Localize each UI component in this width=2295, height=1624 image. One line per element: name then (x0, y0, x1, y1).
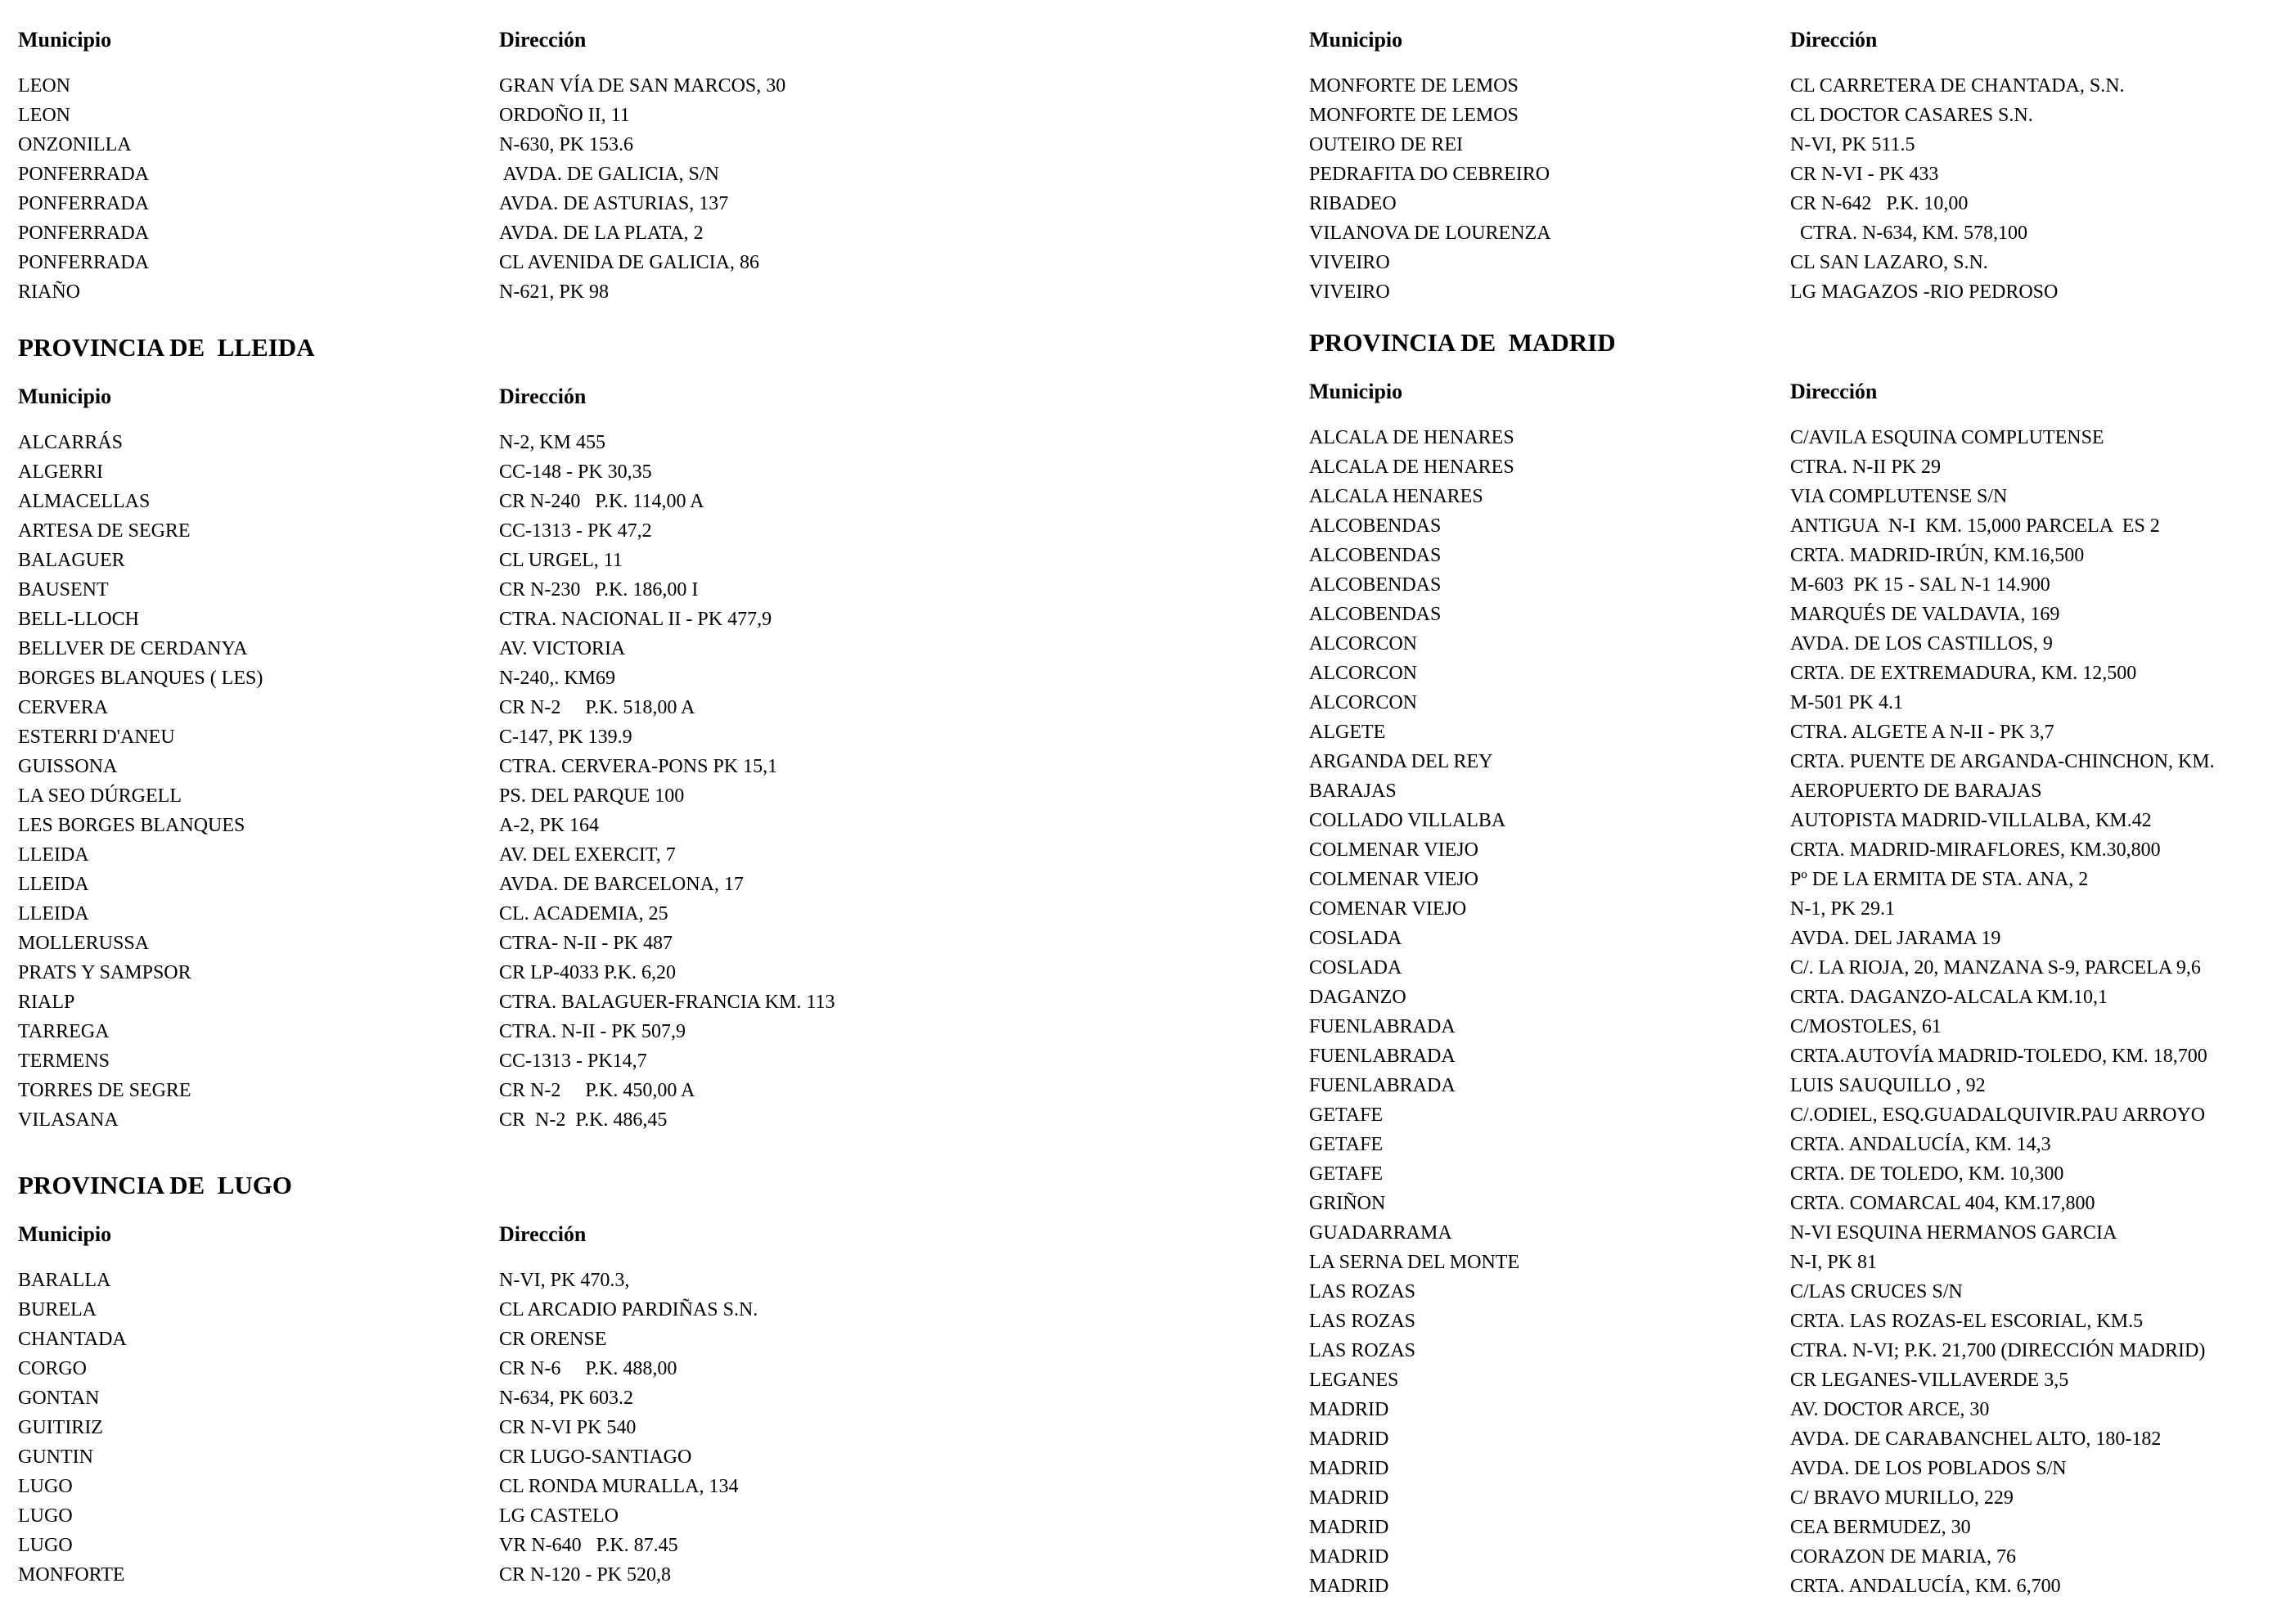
municipio-cell: MADRID (1309, 1576, 1389, 1597)
direccion-header: Dirección (1790, 28, 1878, 52)
municipio-cell: ALCORCON (1309, 633, 1418, 655)
direccion-cell: M-603 PK 15 - SAL N-1 14.900 (1790, 574, 2050, 596)
direccion-header: Dirección (1790, 380, 1878, 403)
municipio-cell: LAS ROZAS (1309, 1311, 1416, 1332)
direccion-cell: MARQUÉS DE VALDAVIA, 169 (1790, 604, 2060, 625)
direccion-cell: CRTA. MADRID-MIRAFLORES, KM.30,800 (1790, 839, 2161, 861)
address-row (1309, 1189, 2295, 1218)
address-row (18, 1383, 1147, 1413)
direccion-cell: CRTA. ANDALUCÍA, KM. 6,700 (1790, 1576, 2061, 1597)
municipio-header: Municipio (18, 385, 112, 408)
direccion-cell: CRTA. MADRID-IRÚN, KM.16,500 (1790, 545, 2085, 566)
address-list (1309, 71, 2295, 307)
direccion-cell: CR LUGO-SANTIAGO (499, 1446, 692, 1468)
municipio-cell: VILASANA (18, 1109, 119, 1131)
municipio-cell: LUGO (18, 1505, 73, 1527)
municipio-cell: MADRID (1309, 1399, 1389, 1420)
province-title-madrid: PROVINCIA DE MADRID (1309, 328, 1616, 357)
direccion-cell: C/.ODIEL, ESQ.GUADALQUIVIR.PAU ARROYO (1790, 1104, 2206, 1126)
address-row (18, 722, 1147, 752)
direccion-cell: CR N-VI PK 540 (499, 1417, 637, 1438)
municipio-cell: LLEIDA (18, 844, 89, 866)
address-row (18, 929, 1147, 958)
address-row (1309, 218, 2295, 248)
column-header (1309, 25, 2295, 55)
municipio-cell: ALGETE (1309, 722, 1386, 743)
column-header (1309, 377, 2295, 407)
municipio-cell: FUENLABRADA (1309, 1046, 1456, 1067)
direccion-cell: CTRA- N-II - PK 487 (499, 933, 673, 954)
address-row (1309, 1336, 2295, 1365)
direccion-cell: CR N-2 P.K. 518,00 A (499, 697, 695, 718)
municipio-cell: MONFORTE (18, 1564, 125, 1586)
address-row (18, 189, 1147, 218)
municipio-cell: BELLVER DE CERDANYA (18, 638, 248, 659)
address-row (1309, 511, 2295, 541)
municipio-cell: GETAFE (1309, 1104, 1384, 1126)
address-row (18, 1017, 1147, 1046)
municipio-cell: MADRID (1309, 1546, 1389, 1568)
address-row (1309, 1041, 2295, 1071)
direccion-cell: CRTA.AUTOVÍA MADRID-TOLEDO, KM. 18,700 (1790, 1046, 2207, 1067)
address-row (1309, 1513, 2295, 1542)
municipio-cell: PONFERRADA (18, 252, 150, 273)
direccion-cell: CRTA. PUENTE DE ARGANDA-CHINCHON, KM. (1790, 751, 2215, 772)
direccion-cell: CRTA. LAS ROZAS-EL ESCORIAL, KM.5 (1790, 1311, 2144, 1332)
municipio-cell: GONTAN (18, 1388, 100, 1409)
municipio-cell: ALCOBENDAS (1309, 545, 1442, 566)
address-row (18, 1501, 1147, 1531)
direccion-cell: AVDA. DEL JARAMA 19 (1790, 928, 2001, 949)
municipio-cell: ALCOBENDAS (1309, 515, 1442, 537)
municipio-cell: PRATS Y SAMPSOR (18, 962, 191, 983)
direccion-cell: CC-148 - PK 30,35 (499, 461, 652, 483)
direccion-cell: C/ BRAVO MURILLO, 229 (1790, 1487, 2014, 1509)
direccion-cell: CORAZON DE MARIA, 76 (1790, 1546, 2016, 1568)
address-row (18, 248, 1147, 277)
address-row (18, 958, 1147, 987)
municipio-cell: CHANTADA (18, 1329, 127, 1350)
direccion-cell: AUTOPISTA MADRID-VILLALBA, KM.42 (1790, 810, 2152, 831)
direccion-cell: N-2, KM 455 (499, 432, 605, 453)
municipio-cell: LUGO (18, 1535, 73, 1556)
address-row (18, 218, 1147, 248)
direccion-cell: ANTIGUA N-I KM. 15,000 PARCELA ES 2 (1790, 515, 2160, 537)
direccion-cell: CR LEGANES-VILLAVERDE 3,5 (1790, 1370, 2069, 1391)
address-row (18, 693, 1147, 722)
address-row (1309, 865, 2295, 894)
address-row (18, 428, 1147, 457)
municipio-cell: RIALP (18, 992, 75, 1013)
municipio-cell: COLMENAR VIEJO (1309, 869, 1478, 890)
address-row (1309, 452, 2295, 482)
municipio-cell: LEON (18, 75, 70, 97)
municipio-cell: ALCALA HENARES (1309, 486, 1483, 507)
address-row (1309, 629, 2295, 659)
address-row (1309, 1218, 2295, 1248)
address-row (18, 1442, 1147, 1472)
direccion-cell: AEROPUERTO DE BARAJAS (1790, 781, 2042, 802)
municipio-cell: FUENLABRADA (1309, 1016, 1456, 1037)
municipio-cell: VIVEIRO (1309, 281, 1390, 303)
address-row (18, 1076, 1147, 1105)
municipio-cell: MONFORTE DE LEMOS (1309, 105, 1519, 126)
direccion-cell: N-240,. KM69 (499, 668, 615, 689)
municipio-cell: COSLADA (1309, 957, 1402, 978)
municipio-cell: BELL-LLOCH (18, 609, 139, 630)
address-row (18, 277, 1147, 307)
direccion-cell: CR N-120 - PK 520,8 (499, 1564, 672, 1586)
municipio-cell: BARALLA (18, 1270, 111, 1291)
address-row (18, 487, 1147, 516)
direccion-cell: C-147, PK 139.9 (499, 727, 632, 748)
address-row (1309, 1365, 2295, 1395)
address-row (1309, 423, 2295, 452)
address-row (18, 634, 1147, 664)
municipio-cell: OUTEIRO DE REI (1309, 134, 1463, 155)
municipio-cell: TERMENS (18, 1050, 110, 1072)
direccion-cell: CL CARRETERA DE CHANTADA, S.N. (1790, 75, 2125, 97)
direccion-cell: AVDA. DE LOS POBLADOS S/N (1790, 1458, 2067, 1479)
municipio-cell: VILANOVA DE LOURENZA (1309, 223, 1551, 244)
municipio-cell: LLEIDA (18, 874, 89, 895)
direccion-cell: CRTA. COMARCAL 404, KM.17,800 (1790, 1193, 2095, 1214)
direccion-cell: N-I, PK 81 (1790, 1252, 1877, 1273)
address-list (18, 428, 1147, 1135)
municipio-cell: GETAFE (1309, 1134, 1384, 1155)
direccion-cell: VIA COMPLUTENSE S/N (1790, 486, 2008, 507)
direccion-cell: AVDA. DE LA PLATA, 2 (499, 223, 704, 244)
direccion-cell: CC-1313 - PK 47,2 (499, 520, 652, 542)
direccion-cell: N-VI, PK 511.5 (1790, 134, 1915, 155)
municipio-cell: ARTESA DE SEGRE (18, 520, 191, 542)
address-row (1309, 160, 2295, 189)
municipio-cell: ESTERRI D'ANEU (18, 727, 175, 748)
municipio-cell: ARGANDA DEL REY (1309, 751, 1493, 772)
address-row (1309, 277, 2295, 307)
address-row (1309, 71, 2295, 101)
direccion-cell: C/MOSTOLES, 61 (1790, 1016, 1942, 1037)
direccion-cell: CR N-6 P.K. 488,00 (499, 1358, 677, 1379)
column-header (18, 1220, 1147, 1249)
address-row (1309, 659, 2295, 688)
municipio-cell: TORRES DE SEGRE (18, 1080, 191, 1101)
municipio-cell: LA SEO DÚRGELL (18, 785, 182, 807)
address-row (1309, 806, 2295, 835)
province-title-lleida: PROVINCIA DE LLEIDA (18, 333, 315, 362)
direccion-cell: CL. ACADEMIA, 25 (499, 903, 668, 924)
right-column (1309, 0, 2295, 1601)
address-row (18, 575, 1147, 605)
address-row (1309, 747, 2295, 776)
direccion-cell: CL AVENIDA DE GALICIA, 86 (499, 252, 759, 273)
municipio-cell: GRIÑON (1309, 1193, 1386, 1214)
direccion-cell: CR N-VI - PK 433 (1790, 164, 1939, 185)
direccion-header: Dirección (499, 1222, 587, 1246)
address-row (18, 1046, 1147, 1076)
municipio-cell: ALCORCON (1309, 692, 1418, 713)
municipio-cell: MADRID (1309, 1458, 1389, 1479)
direccion-cell: N-VI, PK 470.3, (499, 1270, 630, 1291)
municipio-cell: LEGANES (1309, 1370, 1399, 1391)
direccion-cell: M-501 PK 4.1 (1790, 692, 1904, 713)
direccion-cell: CL DOCTOR CASARES S.N. (1790, 105, 2033, 126)
direccion-cell: AV. VICTORIA (499, 638, 626, 659)
municipio-cell: ALCARRÁS (18, 432, 124, 453)
municipio-cell: LEON (18, 105, 70, 126)
municipio-header: Municipio (18, 1222, 112, 1246)
address-row (18, 987, 1147, 1017)
column-header (18, 25, 1147, 55)
address-row (18, 160, 1147, 189)
address-row (1309, 1277, 2295, 1307)
direccion-cell: CTRA. ALGETE A N-II - PK 3,7 (1790, 722, 2054, 743)
direccion-cell: GRAN VÍA DE SAN MARCOS, 30 (499, 75, 786, 97)
municipio-cell: COMENAR VIEJO (1309, 898, 1467, 920)
direccion-cell: N-630, PK 153.6 (499, 134, 634, 155)
address-row (18, 1413, 1147, 1442)
address-row (18, 71, 1147, 101)
municipio-cell: MONFORTE DE LEMOS (1309, 75, 1519, 97)
direccion-cell: CTRA. NACIONAL II - PK 477,9 (499, 609, 772, 630)
direccion-cell: CR N-240 P.K. 114,00 A (499, 491, 704, 512)
address-row (1309, 189, 2295, 218)
address-row (1309, 570, 2295, 600)
direccion-cell: CR N-230 P.K. 186,00 I (499, 579, 699, 601)
municipio-cell: PONFERRADA (18, 193, 150, 214)
address-list (18, 1266, 1147, 1590)
address-row (1309, 1100, 2295, 1130)
municipio-cell: GUISSONA (18, 756, 118, 777)
direccion-cell: ORDOÑO II, 11 (499, 105, 630, 126)
municipio-cell: MADRID (1309, 1487, 1389, 1509)
address-row (1309, 953, 2295, 983)
address-row (1309, 101, 2295, 130)
address-row (18, 546, 1147, 575)
direccion-cell: CTRA. N-II PK 29 (1790, 457, 1941, 478)
address-row (1309, 1012, 2295, 1041)
direccion-header: Dirección (499, 28, 587, 52)
address-row (18, 1266, 1147, 1295)
address-row (1309, 776, 2295, 806)
municipio-cell: MADRID (1309, 1428, 1389, 1450)
direccion-cell: CTRA. N-634, KM. 578,100 (1790, 223, 2028, 244)
municipio-cell: BAUSENT (18, 579, 109, 601)
address-row (1309, 1248, 2295, 1277)
direccion-cell: CR N-642 P.K. 10,00 (1790, 193, 1969, 214)
address-row (1309, 1542, 2295, 1572)
direccion-cell: LUIS SAUQUILLO , 92 (1790, 1075, 1986, 1096)
municipio-cell: ALCORCON (1309, 663, 1418, 684)
municipio-cell: GUITIRIZ (18, 1417, 103, 1438)
direccion-cell: N-1, PK 29.1 (1790, 898, 1896, 920)
direccion-header: Dirección (499, 385, 587, 408)
direccion-cell: CR ORENSE (499, 1329, 607, 1350)
direccion-cell: C/AVILA ESQUINA COMPLUTENSE (1790, 427, 2104, 448)
direccion-cell: AVDA. DE BARCELONA, 17 (499, 874, 744, 895)
municipio-cell: CORGO (18, 1358, 88, 1379)
left-column (18, 0, 1147, 1590)
address-row (18, 1560, 1147, 1590)
address-row (18, 1295, 1147, 1325)
address-row (18, 781, 1147, 811)
direccion-cell: CRTA. ANDALUCÍA, KM. 14,3 (1790, 1134, 2051, 1155)
municipio-cell: BARAJAS (1309, 781, 1397, 802)
direccion-cell: N-634, PK 603.2 (499, 1388, 634, 1409)
direccion-cell: CTRA. CERVERA-PONS PK 15,1 (499, 756, 778, 777)
address-row (1309, 600, 2295, 629)
municipio-cell: BALAGUER (18, 550, 125, 571)
address-row (18, 899, 1147, 929)
direccion-cell: CTRA. BALAGUER-FRANCIA KM. 113 (499, 992, 835, 1013)
address-row (1309, 924, 2295, 953)
municipio-header: Municipio (1309, 28, 1403, 52)
address-row (1309, 1130, 2295, 1159)
address-row (18, 1531, 1147, 1560)
municipio-cell: ALMACELLAS (18, 491, 151, 512)
municipio-cell: ALGERRI (18, 461, 103, 483)
address-row (18, 101, 1147, 130)
address-row (1309, 1071, 2295, 1100)
address-row (1309, 1454, 2295, 1483)
municipio-cell: MOLLERUSSA (18, 933, 150, 954)
address-list (18, 71, 1147, 307)
address-row (18, 130, 1147, 160)
municipio-cell: GUADARRAMA (1309, 1222, 1452, 1244)
address-row (18, 1105, 1147, 1135)
direccion-cell: CEA BERMUDEZ, 30 (1790, 1517, 1971, 1538)
municipio-cell: FUENLABRADA (1309, 1075, 1456, 1096)
address-row (18, 811, 1147, 840)
municipio-cell: MADRID (1309, 1517, 1389, 1538)
direccion-cell: AVDA. DE ASTURIAS, 137 (499, 193, 729, 214)
direccion-cell: CL RONDA MURALLA, 134 (499, 1476, 739, 1497)
direccion-cell: CR LP-4033 P.K. 6,20 (499, 962, 677, 983)
address-row (1309, 1307, 2295, 1336)
direccion-cell: AVDA. DE CARABANCHEL ALTO, 180-182 (1790, 1428, 2162, 1450)
municipio-cell: GUNTIN (18, 1446, 93, 1468)
direccion-cell: AV. DEL EXERCIT, 7 (499, 844, 676, 866)
municipio-cell: VIVEIRO (1309, 252, 1390, 273)
municipio-cell: LAS ROZAS (1309, 1340, 1416, 1361)
municipio-cell: LUGO (18, 1476, 73, 1497)
direccion-cell: PS. DEL PARQUE 100 (499, 785, 685, 807)
address-row (1309, 1483, 2295, 1513)
direccion-cell: AVDA. DE GALICIA, S/N (499, 164, 719, 185)
municipio-cell: ALCOBENDAS (1309, 574, 1442, 596)
address-row (1309, 835, 2295, 865)
address-row (18, 664, 1147, 693)
direccion-cell: CL URGEL, 11 (499, 550, 623, 571)
municipio-cell: PONFERRADA (18, 164, 150, 185)
municipio-cell: ALCALA DE HENARES (1309, 457, 1514, 478)
direccion-cell: C/LAS CRUCES S/N (1790, 1281, 1963, 1302)
column-header (18, 382, 1147, 412)
municipio-cell: RIBADEO (1309, 193, 1397, 214)
municipio-cell: LLEIDA (18, 903, 89, 924)
direccion-cell: CL ARCADIO PARDIÑAS S.N. (499, 1299, 758, 1320)
address-row (1309, 482, 2295, 511)
address-row (18, 1325, 1147, 1354)
direccion-cell: CC-1313 - PK14,7 (499, 1050, 647, 1072)
municipio-cell: ALCALA DE HENARES (1309, 427, 1514, 448)
address-row (1309, 1424, 2295, 1454)
direccion-cell: A-2, PK 164 (499, 815, 600, 836)
direccion-cell: CTRA. N-VI; P.K. 21,700 (DIRECCIÓN MADRID) (1790, 1340, 2206, 1361)
municipio-cell: COLMENAR VIEJO (1309, 839, 1478, 861)
address-row (18, 752, 1147, 781)
province-title-lugo: PROVINCIA DE LUGO (18, 1171, 293, 1199)
address-row (1309, 248, 2295, 277)
address-list (1309, 423, 2295, 1601)
direccion-cell: CRTA. DE EXTREMADURA, KM. 12,500 (1790, 663, 2137, 684)
municipio-cell: PEDRAFITA DO CEBREIRO (1309, 164, 1550, 185)
direccion-cell: Pº DE LA ERMITA DE STA. ANA, 2 (1790, 869, 2089, 890)
address-row (18, 1354, 1147, 1383)
municipio-cell: BORGES BLANQUES ( LES) (18, 668, 263, 689)
direccion-cell: AV. DOCTOR ARCE, 30 (1790, 1399, 1990, 1420)
municipio-cell: LES BORGES BLANQUES (18, 815, 245, 836)
municipio-cell: TARREGA (18, 1021, 110, 1042)
address-row (18, 457, 1147, 487)
address-row (1309, 894, 2295, 924)
direccion-cell: CRTA. DE TOLEDO, KM. 10,300 (1790, 1163, 2064, 1185)
municipio-cell: BURELA (18, 1299, 97, 1320)
address-row (1309, 1572, 2295, 1601)
direccion-cell: LG MAGAZOS -RIO PEDROSO (1790, 281, 2059, 303)
direccion-cell: AVDA. DE LOS CASTILLOS, 9 (1790, 633, 2053, 655)
address-row (1309, 130, 2295, 160)
address-row (18, 1472, 1147, 1501)
address-row (1309, 718, 2295, 747)
address-row (18, 870, 1147, 899)
address-row (18, 840, 1147, 870)
municipio-cell: DAGANZO (1309, 987, 1406, 1008)
municipio-header: Municipio (1309, 380, 1403, 403)
municipio-cell: COLLADO VILLALBA (1309, 810, 1506, 831)
direccion-cell: VR N-640 P.K. 87.45 (499, 1535, 678, 1556)
address-row (1309, 541, 2295, 570)
address-row (1309, 983, 2295, 1012)
direccion-cell: LG CASTELO (499, 1505, 619, 1527)
municipio-cell: PONFERRADA (18, 223, 150, 244)
municipio-header: Municipio (18, 28, 112, 52)
direccion-cell: CRTA. DAGANZO-ALCALA KM.10,1 (1790, 987, 2108, 1008)
municipio-cell: GETAFE (1309, 1163, 1384, 1185)
direccion-cell: CR N-2 P.K. 486,45 (499, 1109, 668, 1131)
municipio-cell: LA SERNA DEL MONTE (1309, 1252, 1520, 1273)
direccion-cell: N-621, PK 98 (499, 281, 610, 303)
municipio-cell: ALCOBENDAS (1309, 604, 1442, 625)
address-row (18, 516, 1147, 546)
address-row (1309, 688, 2295, 718)
municipio-cell: COSLADA (1309, 928, 1402, 949)
address-row (1309, 1159, 2295, 1189)
municipio-cell: ONZONILLA (18, 134, 132, 155)
direccion-cell: N-VI ESQUINA HERMANOS GARCIA (1790, 1222, 2117, 1244)
municipio-cell: RIAÑO (18, 281, 80, 303)
direccion-cell: C/. LA RIOJA, 20, MANZANA S-9, PARCELA 9,6 (1790, 957, 2201, 978)
direccion-cell: CL SAN LAZARO, S.N. (1790, 252, 1988, 273)
municipio-cell: CERVERA (18, 697, 109, 718)
address-row (18, 605, 1147, 634)
direccion-cell: CTRA. N-II - PK 507,9 (499, 1021, 686, 1042)
direccion-cell: CR N-2 P.K. 450,00 A (499, 1080, 695, 1101)
address-row (1309, 1395, 2295, 1424)
municipio-cell: LAS ROZAS (1309, 1281, 1416, 1302)
